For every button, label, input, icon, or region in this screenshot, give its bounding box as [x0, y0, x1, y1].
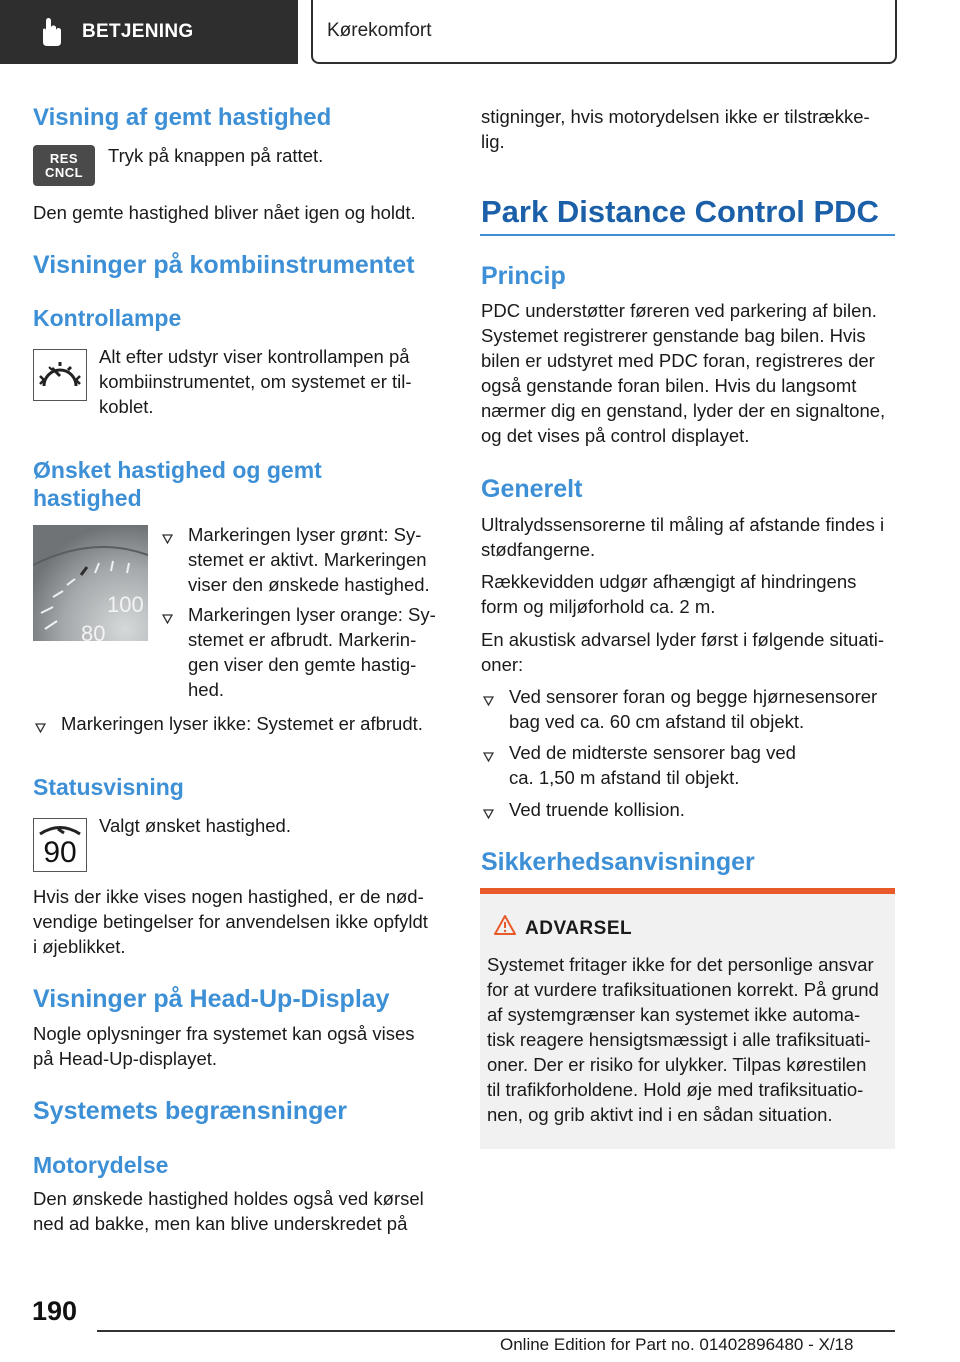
text-line: ca. 1,50 m afstand til objekt. [509, 767, 740, 788]
text-line: af systemgrænser kan systemet ikke automa- [487, 1004, 861, 1025]
arc-icon [38, 823, 82, 837]
text-line: koblet. [99, 396, 154, 417]
text-nogle [33, 1021, 415, 1071]
text-line: stigninger, hvis motorydelsen ikke er tilstrække- [481, 106, 870, 127]
text-line: En akustisk advarsel lyder først i følgende situati- [481, 629, 885, 650]
heading-line: Ønsket hastighed og gemt [33, 457, 322, 483]
text-line: Nogle oplysninger fra systemet kan også vises [33, 1023, 415, 1044]
text-line: Markeringen lyser grønt: Sy- [188, 524, 422, 545]
hand-pointer-icon [34, 15, 68, 49]
text-line: til trafikforholdene. Hold øje med trafiksituatio- [487, 1079, 864, 1100]
bullet-triangle-icon [162, 531, 174, 543]
text-line: bilen er udstyret med PDC foran, registreres der [481, 350, 875, 371]
text-line: lig. [481, 131, 505, 152]
text-line: form og miljøforhold ca. 2 m. [481, 596, 716, 617]
text-valgt: Valgt ønsket hastighed. [99, 815, 291, 836]
heading-underline [480, 234, 895, 236]
bullet-triangle-icon [162, 611, 174, 623]
text-line: ned ad bakke, men kan blive underskredet på [33, 1213, 408, 1234]
footer-edition: Online Edition for Part no. 01402896480 - X/18 [500, 1335, 854, 1354]
heading-hud: Visninger på Head-Up-Display [33, 985, 390, 1013]
text-line: Alt efter udstyr viser kontrollampen på [99, 346, 410, 367]
warning-triangle-icon [493, 914, 517, 936]
status-speed-icon [33, 818, 87, 872]
text-gemte: Den gemte hastighed bliver nået igen og holdt. [33, 202, 416, 223]
bullet-triangle-icon [483, 806, 494, 824]
text-line: kombiinstrumentet, om systemet er til- [99, 371, 412, 392]
gauge-label-100: 100 [107, 592, 144, 617]
text-tryk: Tryk på knappen på rattet. [108, 145, 324, 166]
text-line: hed. [188, 679, 225, 700]
heading-kontrollampe: Kontrollampe [33, 305, 182, 331]
heading-generelt: Generelt [481, 475, 583, 503]
text-stigninger [481, 104, 870, 154]
text-line: stemet er afbrudt. Markerin- [188, 629, 417, 650]
bullet-gront [188, 522, 430, 597]
text-line: bag ved ca. 60 cm afstand til objekt. [509, 711, 805, 732]
text-line: Ultralydssensorerne til måling af afstande findes i [481, 514, 885, 535]
heading-sikker: Sikkerhedsanvisninger [481, 848, 755, 876]
bullet-orange [188, 602, 436, 702]
text-line: nærmer dig en genstand, lyder der en signaltone, [481, 400, 886, 421]
bullet-triangle-icon [483, 693, 494, 711]
chapter-title: Kørekomfort [327, 20, 432, 41]
text-kontrollampe [99, 344, 412, 419]
section-title: BETJENING [82, 21, 194, 42]
speedometer-icon [38, 356, 82, 394]
text-line: stemet er aktivt. Markeringen [188, 549, 427, 570]
text-line: tisk reagere hensigtsmæssigt i alle trafiksituati- [487, 1029, 871, 1050]
speedometer-gauge-image [33, 525, 148, 641]
text-line: Ved sensorer foran og begge hjørnesensorer [509, 686, 878, 707]
page-number: 190 [32, 1296, 78, 1326]
section-tab[interactable] [0, 0, 298, 64]
text-line: også genstande foran bilen. Hvis du langsomt [481, 375, 857, 396]
text-line: Hvis der ikke vises nogen hastighed, er de nød- [33, 886, 424, 907]
heading-princip: Princip [481, 262, 566, 290]
heading-line: hastighed [33, 485, 142, 511]
warning-title: ADVARSEL [525, 918, 633, 939]
text-akustisk [481, 627, 884, 677]
text-line: oner: [481, 654, 524, 675]
warning-box [480, 888, 895, 1149]
text-line: på Head-Up-displayet. [33, 1048, 218, 1069]
gauge-label-80: 80 [81, 621, 106, 641]
text-princip [481, 298, 885, 448]
bullet-triangle-icon [35, 720, 47, 732]
heading-motor: Motorydelse [33, 1152, 169, 1178]
text-motor [33, 1186, 424, 1236]
warning-text [487, 952, 891, 1127]
heading-visninger-kombi: Visninger på kombiinstrumentet [33, 251, 415, 279]
cruise-control-lamp-icon [33, 349, 87, 401]
bullet-midterste [509, 740, 796, 790]
text-line: og det vises på control displayet. [481, 425, 750, 446]
bullet-kollision: Ved truende kollision. [509, 799, 685, 820]
text-line: oner. Der er risiko for ulykker. Tilpas kørestilen [487, 1054, 867, 1075]
heading-pdc: Park Distance Control PDC [481, 194, 879, 229]
text-line: gen viser den gemte hastig- [188, 654, 417, 675]
heading-status: Statusvisning [33, 774, 184, 800]
text-hvis [33, 884, 428, 959]
cncl-label: CNCL [44, 164, 84, 180]
text-line: Markeringen lyser orange: Sy- [188, 604, 436, 625]
text-line: nen, og grib aktivt ind i en sådan situation. [487, 1104, 833, 1125]
text-line: Systemet fritager ikke for det personlige ansvar [487, 954, 874, 975]
heading-begr: Systemets begrænsninger [33, 1097, 347, 1125]
text-line: PDC understøtter føreren ved parkering af bilen. [481, 300, 877, 321]
text-line: viser den ønskede hastighed. [188, 574, 430, 595]
text-ultralyd [481, 512, 884, 562]
chapter-tab[interactable] [311, 0, 897, 64]
text-line: Den ønskede hastighed holdes også ved kørsel [33, 1188, 424, 1209]
text-line: stødfangerne. [481, 539, 596, 560]
text-line: Systemet registrerer genstande bag bilen. Hvis [481, 325, 866, 346]
text-line: for at vurdere trafiksituationen korrekt. På grund [487, 979, 879, 1000]
res-cncl-button-icon [33, 145, 95, 186]
heading-onsket [33, 456, 322, 512]
text-line: i øjeblikket. [33, 936, 126, 957]
heading-visning-gemt: Visning af gemt hastighed [33, 104, 332, 131]
bullet-sensorer-foran [509, 684, 877, 734]
bullet-triangle-icon [483, 749, 494, 767]
text-line: Ved de midterste sensorer bag ved [509, 742, 796, 763]
text-line: vendige betingelser for anvendelsen ikke opfyldt [33, 911, 428, 932]
status-speed-value: 90 [43, 836, 77, 869]
text-line: Rækkevidden udgør afhængigt af hindringens [481, 571, 857, 592]
footer-divider [97, 1330, 895, 1332]
bullet-ikke: Markeringen lyser ikke: Systemet er afbrudt. [61, 713, 423, 734]
text-raekkevidde [481, 569, 856, 619]
res-label: RES [49, 150, 79, 166]
